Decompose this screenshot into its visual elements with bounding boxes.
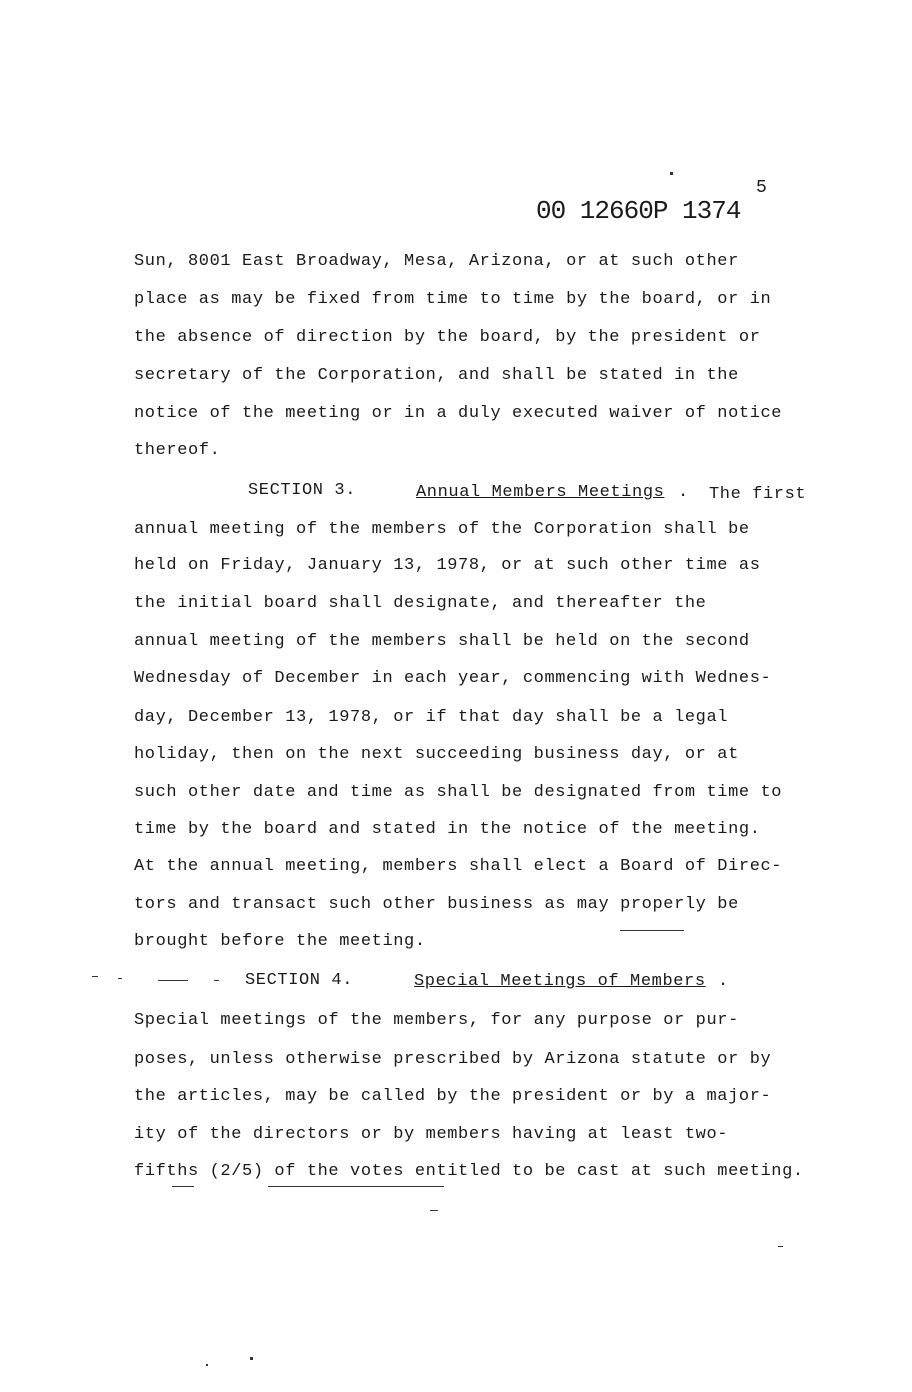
text-line: notice of the meeting or in a duly executed waiver of notice [134, 404, 783, 423]
section-4-title-period: . [718, 972, 729, 991]
scan-speck [214, 980, 219, 981]
text-line: place as may be fixed from time to time by the board, or in [134, 290, 772, 309]
scan-speck [158, 980, 188, 981]
scan-speck [92, 976, 98, 977]
scan-speck [778, 1246, 783, 1247]
text-line: Wednesday of December in each year, commencing with Wednes- [134, 669, 772, 688]
text-line: Sun, 8001 East Broadway, Mesa, Arizona, or at such other [134, 252, 739, 271]
section-3-title-period: . [678, 483, 689, 502]
scan-speck [206, 1364, 208, 1366]
text-line: day, December 13, 1978, or if that day shall be a legal [134, 708, 729, 727]
text-line: secretary of the Corporation, and shall be stated in the [134, 366, 739, 385]
section-3-lead: The first [709, 485, 807, 504]
text-line: thereof. [134, 441, 221, 460]
text-line: holiday, then on the next succeeding business day, or at [134, 745, 739, 764]
section-4-title: Special Meetings of Members [414, 972, 706, 991]
section-3-title: Annual Members Meetings [416, 483, 665, 502]
text-line: held on Friday, January 13, 1978, or at such other time as [134, 556, 761, 575]
text-line: brought before the meeting. [134, 932, 426, 951]
text-line: the absence of direction by the board, by the president or [134, 328, 761, 347]
text-line: the articles, may be called by the president or by a major- [134, 1087, 772, 1106]
text-line: poses, unless otherwise prescribed by Arizona statute or by [134, 1050, 772, 1069]
text-line: annual meeting of the members shall be held on the second [134, 632, 750, 651]
text-line: time by the board and stated in the notice of the meeting. [134, 820, 761, 839]
scan-speck [118, 978, 122, 979]
text-line: Special meetings of the members, for any purpose or pur- [134, 1011, 739, 1030]
text-line: At the annual meeting, members shall elect a Board of Direc- [134, 857, 783, 876]
text-line: such other date and time as shall be designated from time to [134, 783, 783, 802]
scan-speck [268, 1186, 444, 1187]
text-line: fifths (2/5) of the votes entitled to be cast at such meeting. [134, 1162, 804, 1181]
scan-speck [250, 1357, 253, 1360]
page-number: 5 [756, 178, 767, 198]
section-4-label: SECTION 4. [245, 971, 354, 990]
scan-speck [670, 172, 673, 175]
text-line: annual meeting of the members of the Corporation shall be [134, 520, 750, 539]
scan-speck [430, 1210, 438, 1211]
section-3-label: SECTION 3. [248, 481, 357, 500]
scan-speck [172, 1186, 194, 1187]
text-line: the initial board shall designate, and thereafter the [134, 594, 707, 613]
scan-speck [620, 930, 684, 931]
text-line: tors and transact such other business as may properly be [134, 895, 739, 914]
text-line: ity of the directors or by members having at least two- [134, 1125, 729, 1144]
docket-stamp: 00 12660P 1374 [536, 196, 741, 226]
